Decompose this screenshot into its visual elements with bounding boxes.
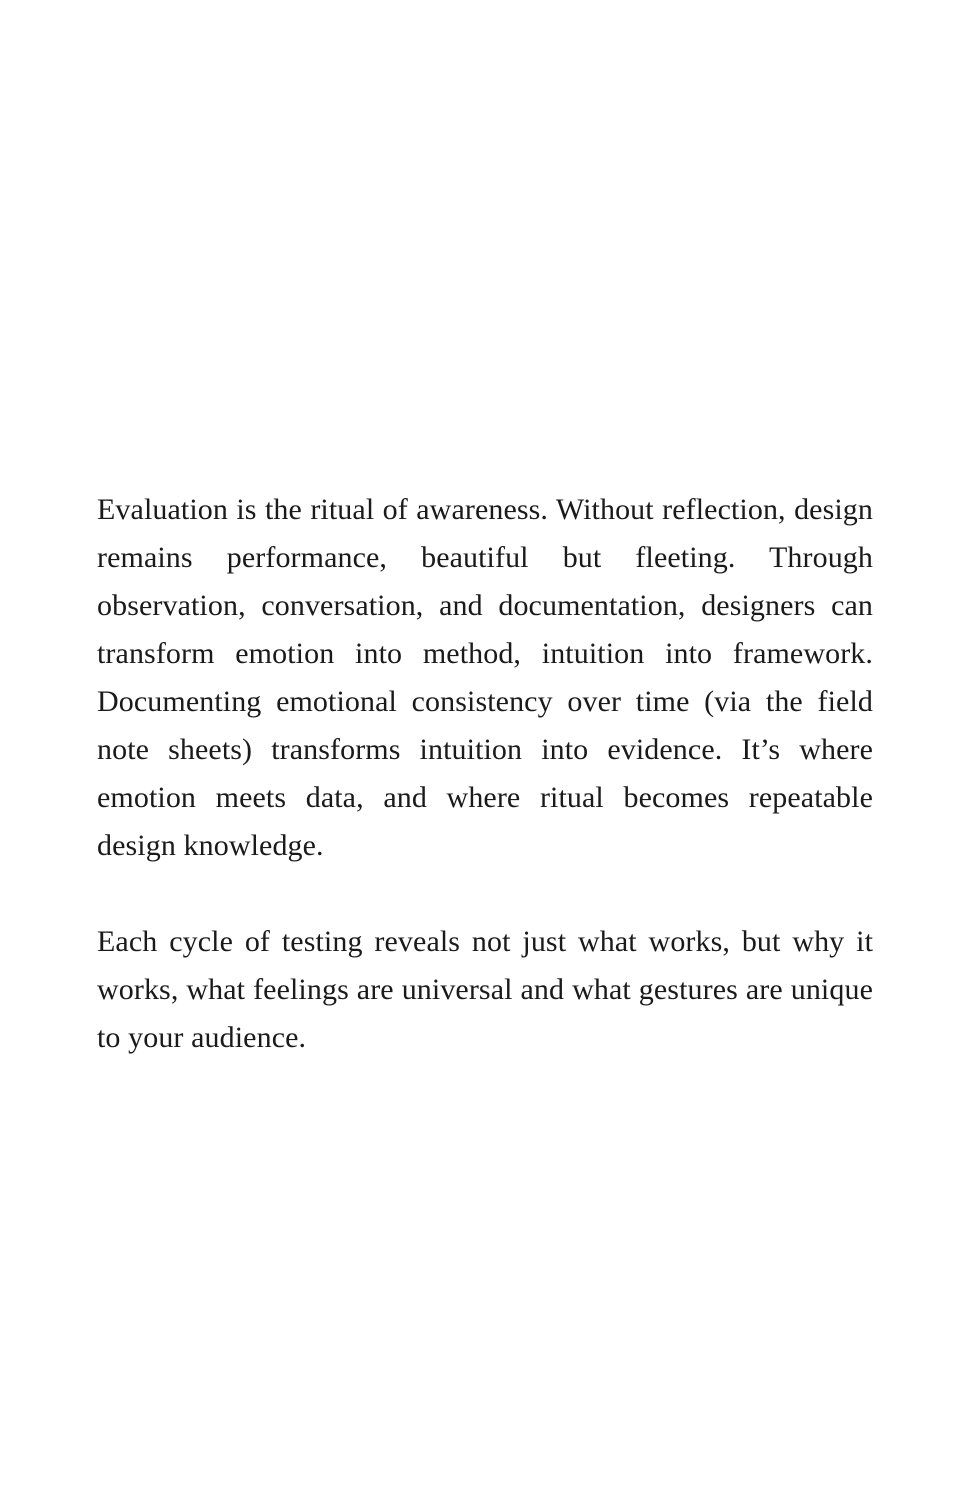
paragraph-evaluation: Evaluation is the ritual of awareness. Without reflection, design remains performance, beautiful but fleeting. Through observation, conversation, and documentation, designers can transform emotion into method, intuition into framework. Documenting emotional consistency over time (via the field note sheets) transforms intuition into evidence. It’s where emotion meets data, and where ritual becomes repeatable design knowledge. — [97, 493, 873, 862]
paragraph-testing-cycle: Each cycle of testing reveals not just what works, but why it works, what feelings are universal and what gestures are unique to your audience. — [97, 925, 873, 1054]
body-text — [97, 486, 873, 1062]
